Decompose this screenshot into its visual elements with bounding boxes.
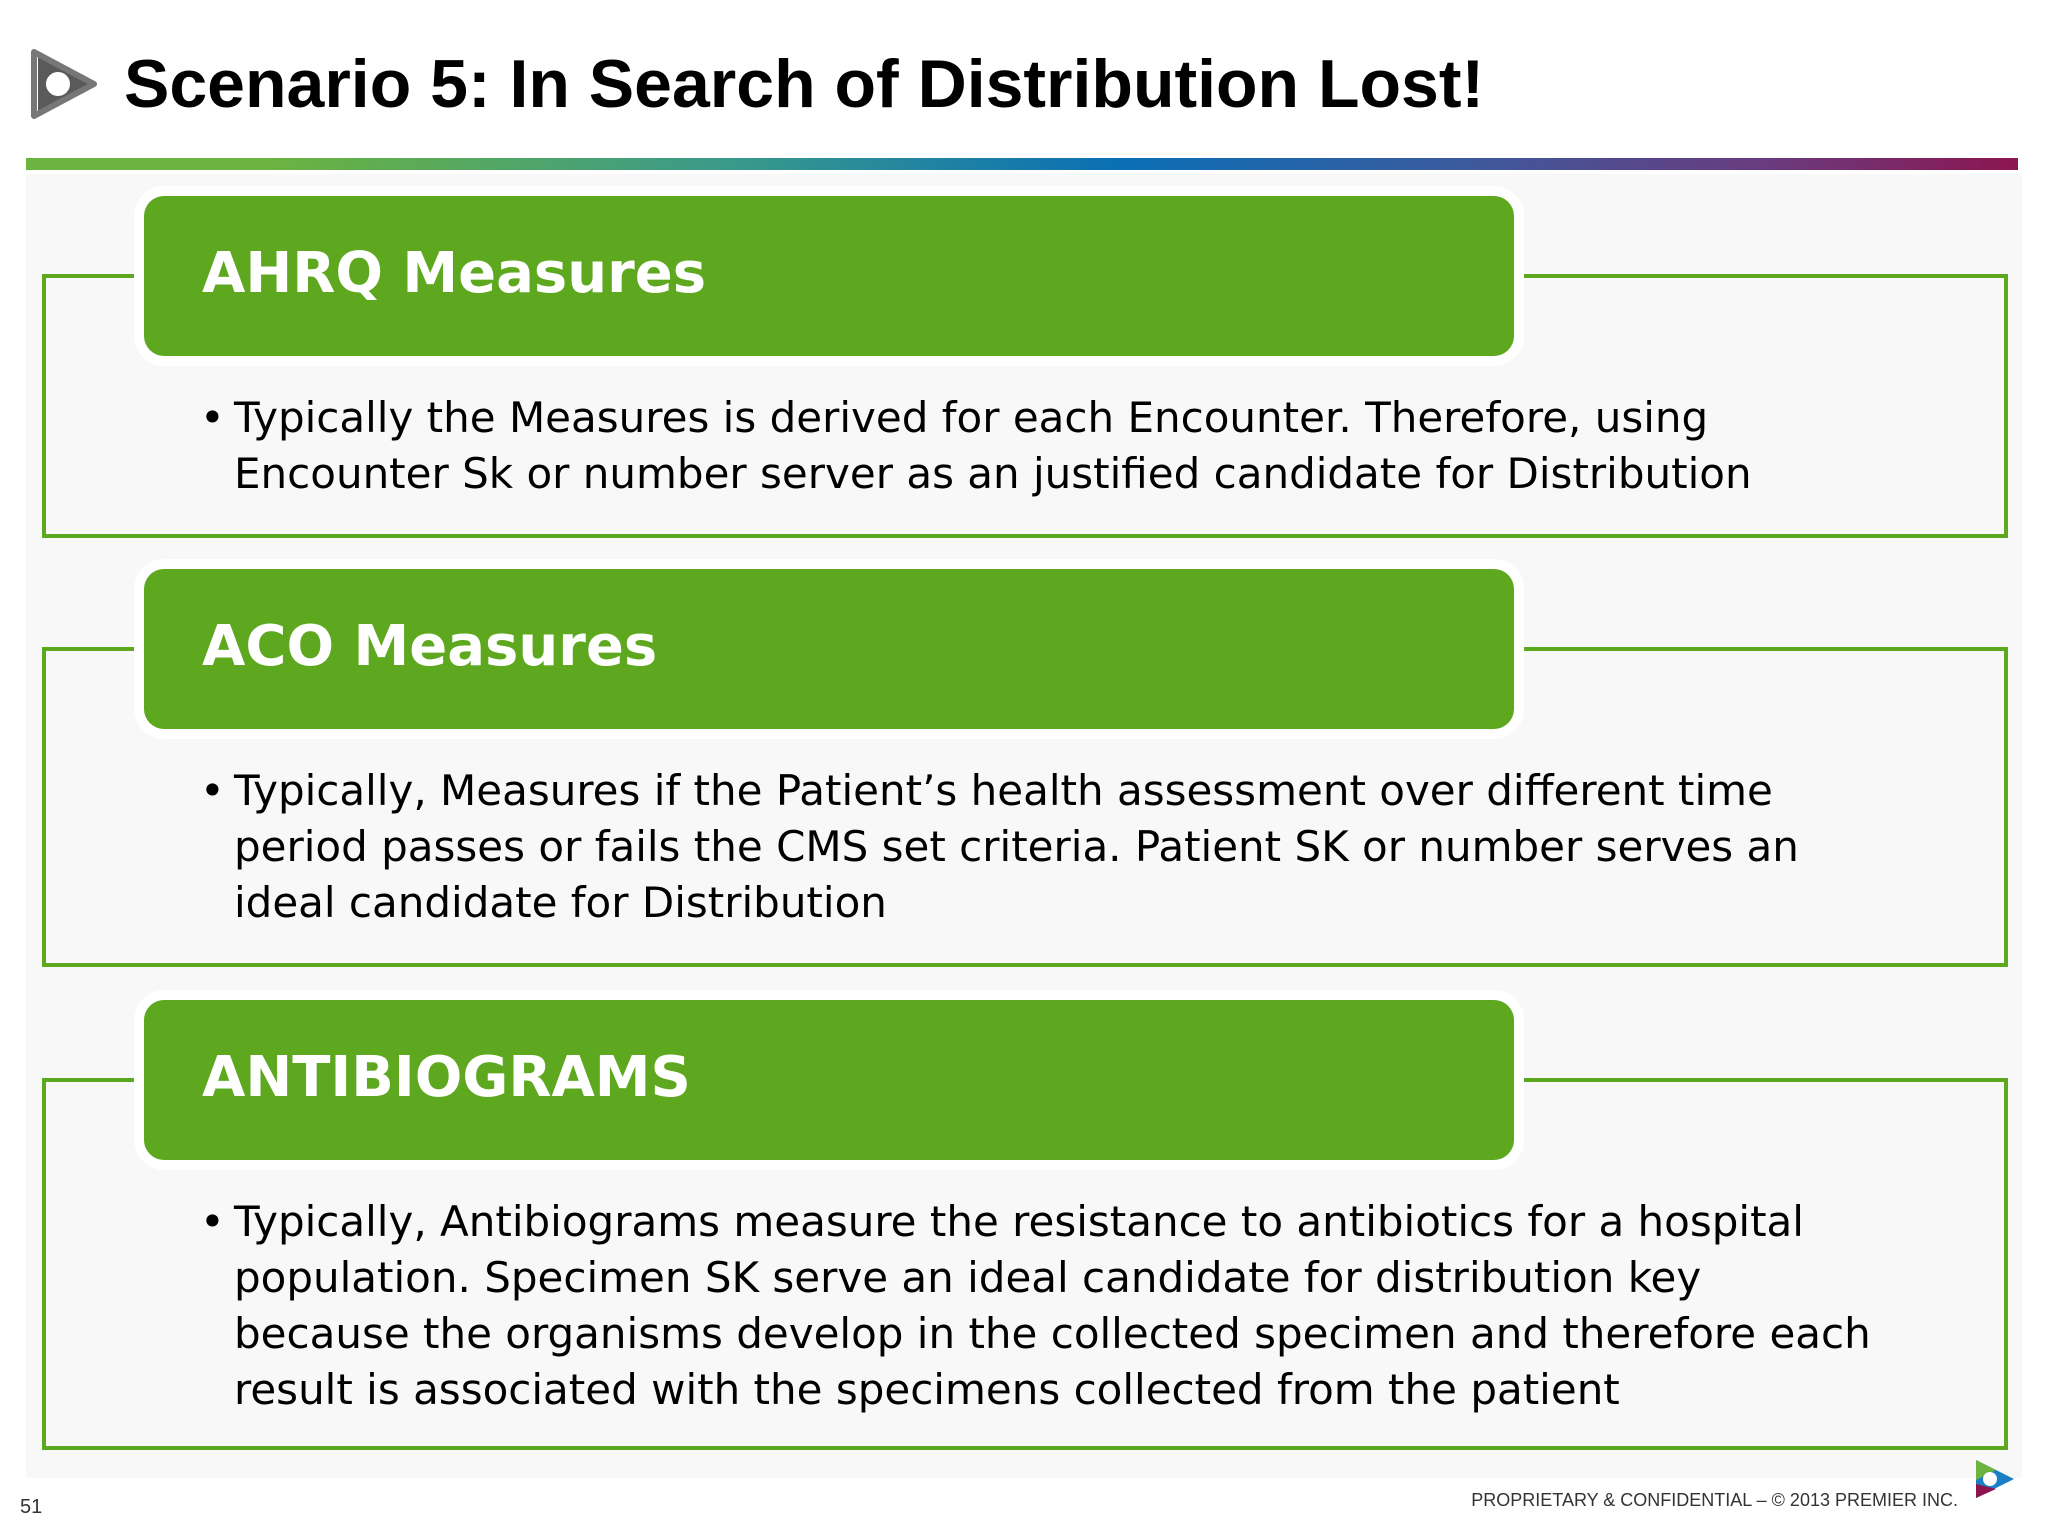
section-header (144, 1000, 1514, 1160)
section-header (144, 196, 1514, 356)
section-body (200, 763, 1874, 931)
section-heading: ANTIBIOGRAMS (202, 1045, 691, 1110)
bullet-text: Typically, Measures if the Patient’s health assessment over different time period passes or fails the CMS set criteria. Patient SK or number serves an ideal candidate for Distribution (234, 766, 1799, 927)
section-body (200, 390, 1874, 502)
bullet-text: Typically, Antibiograms measure the resistance to antibiotics for a hospital population. Specimen SK serve an ideal candidate for distribution key because the organisms develop in the collected specimen and therefore each result is associated with the specimens collected from the patient (234, 1197, 1871, 1414)
page-title: Scenario 5: In Search of Distribution Lost! (124, 46, 1485, 122)
confidentiality-notice: PROPRIETARY & CONFIDENTIAL – © 2013 PREMIER INC. (1471, 1490, 1958, 1510)
title-divider (26, 158, 2018, 170)
section-body (200, 1194, 1874, 1418)
section-heading: AHRQ Measures (202, 241, 707, 306)
premier-logo-icon (1972, 1456, 2018, 1502)
bullet-dot: • (200, 1197, 225, 1246)
premier-logo-icon (30, 48, 102, 120)
page-number: 51 (20, 1496, 43, 1518)
bullet-text: Typically the Measures is derived for each Encounter. Therefore, using Encounter Sk or number server as an justified candidate for Distribution (234, 393, 1752, 498)
section-header (144, 569, 1514, 729)
bullet-dot: • (200, 766, 225, 815)
section-heading: ACO Measures (202, 614, 658, 679)
bullet-dot: • (200, 393, 225, 442)
